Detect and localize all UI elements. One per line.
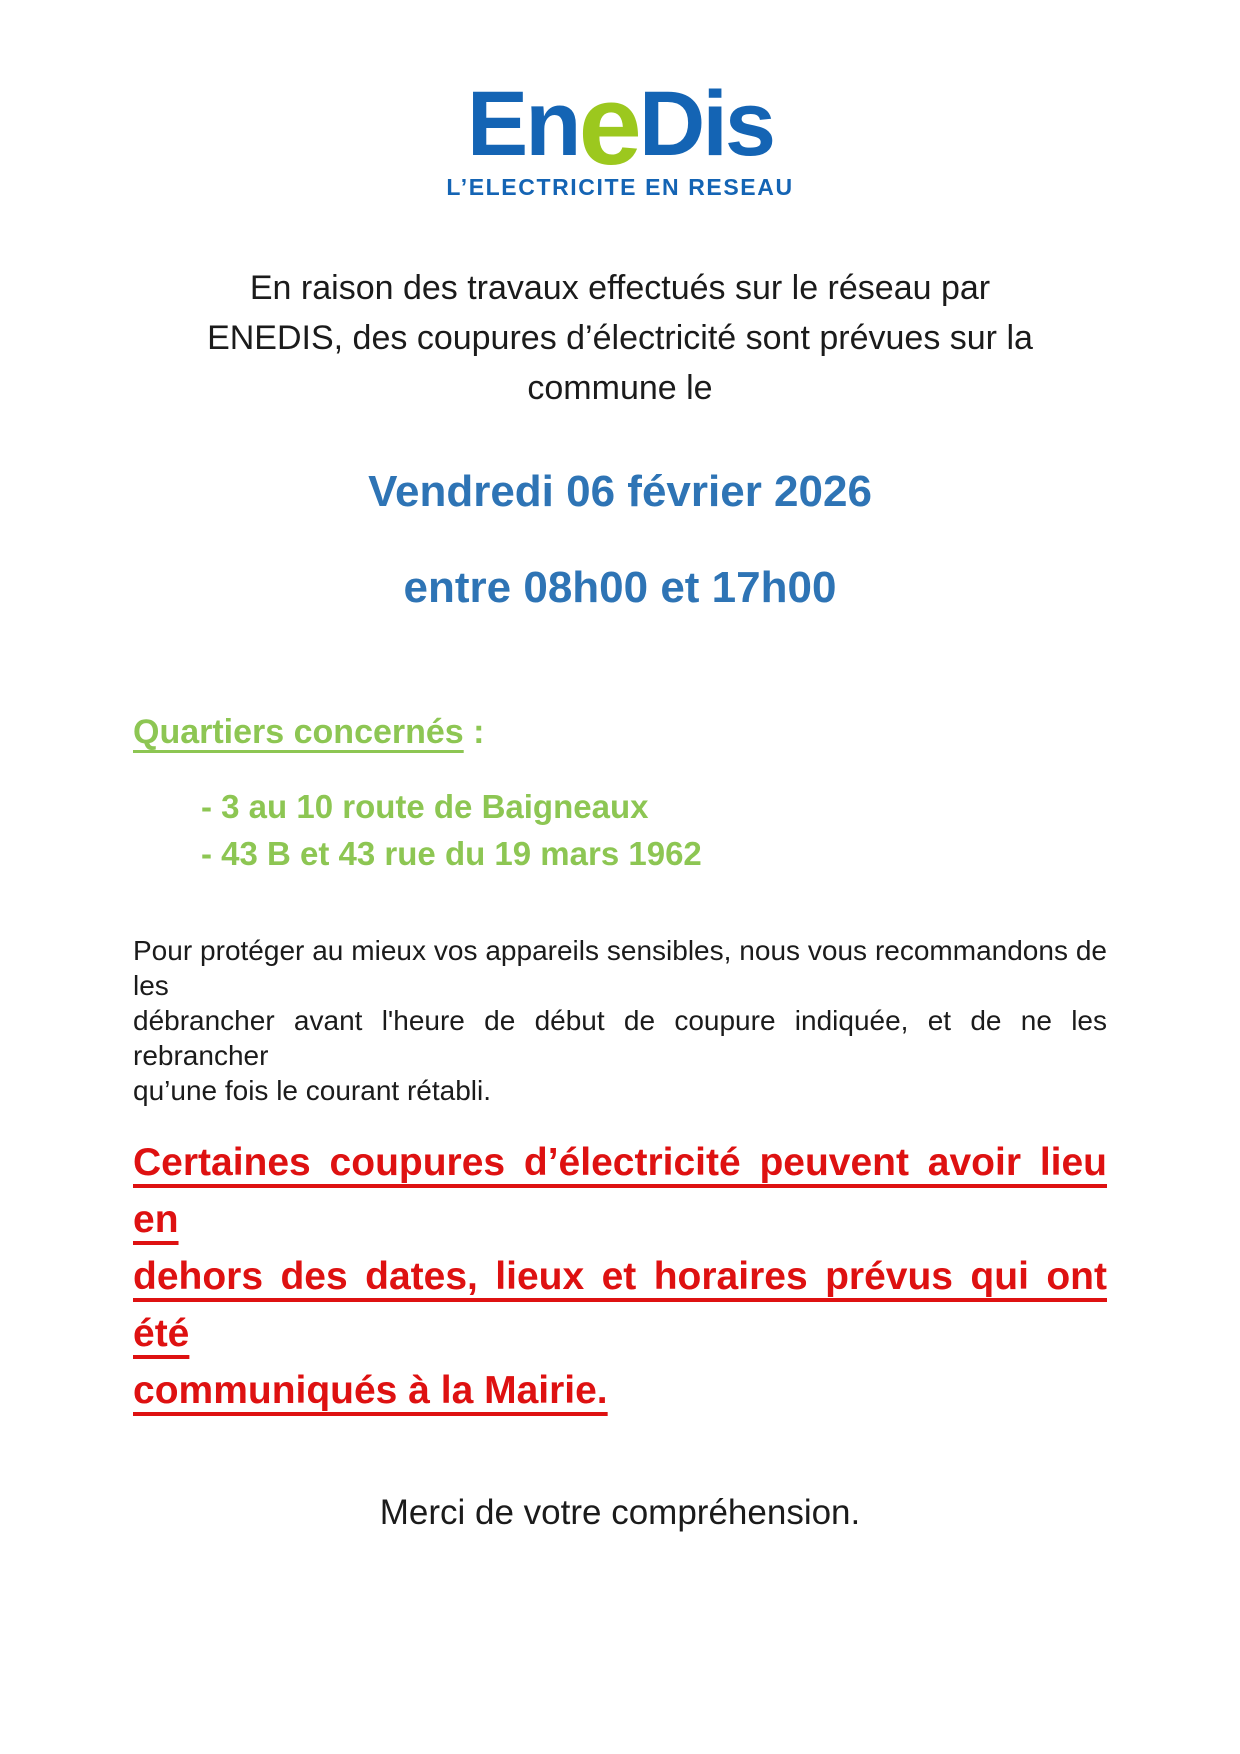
enedis-logo-subtitle: L’ELECTRICITE EN RESEAU bbox=[446, 174, 794, 200]
warning-line: dehors des dates, lieux et horaires prévus qui ont été bbox=[133, 1255, 1107, 1355]
warning-paragraph bbox=[133, 1134, 1107, 1419]
outage-time-heading: entre 08h00 et 17h00 bbox=[403, 563, 837, 612]
intro-paragraph bbox=[133, 263, 1107, 413]
district-item: - 43 B et 43 rue du 19 mars 1962 bbox=[201, 835, 702, 872]
advice-line: débrancher avant l'heure de début de coupure indiquée, et de ne les rebrancher bbox=[133, 1005, 1107, 1071]
advice-line: Pour protéger au mieux vos appareils sensibles, nous vous recommandons de les bbox=[133, 935, 1107, 1001]
wordmark-blue-right: Dis bbox=[638, 73, 774, 175]
wordmark-green-e: e bbox=[578, 62, 639, 189]
districts-heading-text: Quartiers concernés bbox=[133, 713, 464, 751]
warning-line: communiqués à la Mairie. bbox=[133, 1369, 608, 1412]
district-item: - 3 au 10 route de Baigneaux bbox=[201, 788, 649, 825]
closing-line: Merci de votre compréhension. bbox=[379, 1493, 861, 1532]
intro-line: En raison des travaux effectués sur le réseau par bbox=[249, 269, 991, 307]
districts-heading bbox=[133, 711, 1107, 753]
districts-list bbox=[133, 783, 1107, 877]
districts-heading-colon: : bbox=[463, 713, 485, 751]
wordmark-blue-left: En bbox=[466, 73, 579, 175]
districts-section bbox=[133, 711, 1107, 877]
warning-line: Certaines coupures d’électricité peuvent avoir lieu en bbox=[133, 1141, 1107, 1241]
intro-line: ENEDIS, des coupures d’électricité sont prévues sur la bbox=[207, 319, 1033, 357]
outage-date-heading: Vendredi 06 février 2026 bbox=[368, 467, 872, 516]
advice-line: qu’une fois le courant rétabli. bbox=[133, 1075, 491, 1106]
advice-paragraph bbox=[133, 933, 1107, 1108]
intro-line: commune le bbox=[527, 369, 713, 407]
enedis-logo bbox=[133, 0, 1107, 201]
